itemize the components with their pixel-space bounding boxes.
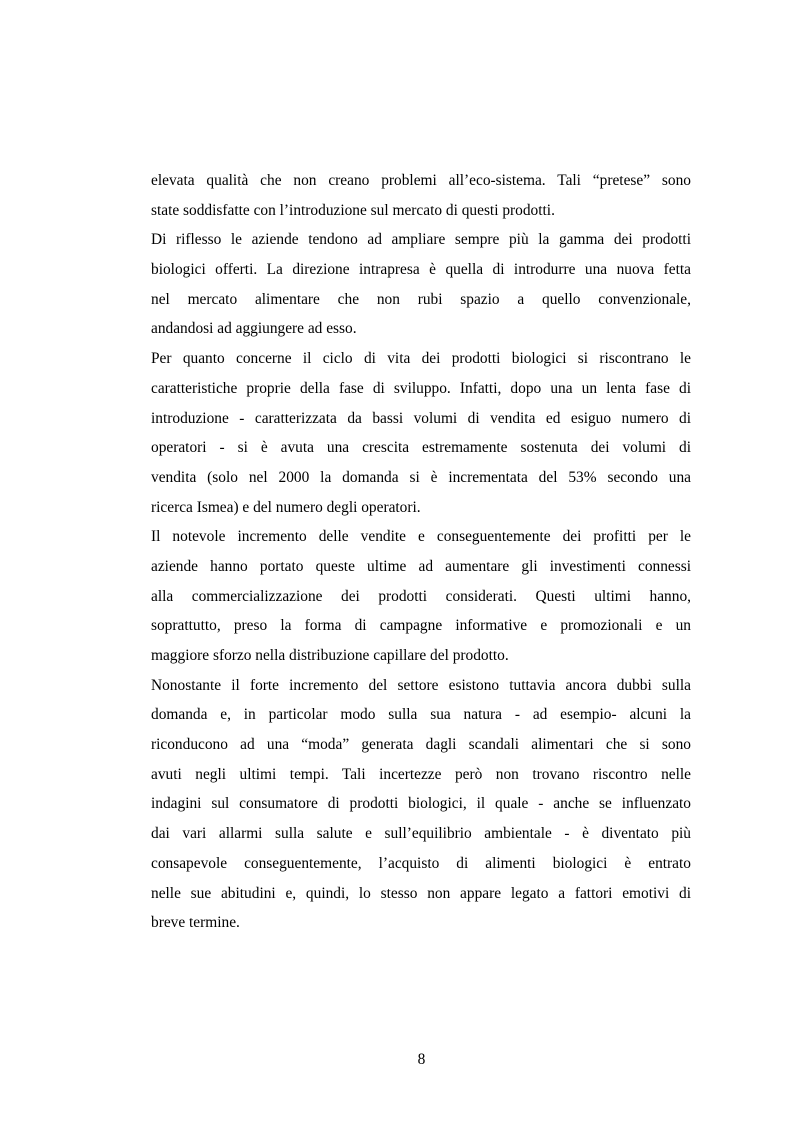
text-line: Il notevole incremento delle vendite e conseguentemente dei profitti per le — [151, 528, 691, 546]
text-line: Nonostante il forte incremento del settore esistono tuttavia ancora dubbi sulla — [151, 676, 691, 694]
text-line: nel mercato alimentare che non rubi spazio a quello convenzionale, — [151, 290, 691, 308]
text-line: avuti negli ultimi tempi. Tali incertezze però non trovano riscontro nelle — [151, 765, 691, 783]
text-line: introduzione - caratterizzata da bassi volumi di vendita ed esiguo numero di — [151, 409, 691, 427]
text-line: nelle sue abitudini e, quindi, lo stesso non appare legato a fattori emotivi di — [151, 884, 691, 902]
text-line: indagini sul consumatore di prodotti biologici, il quale - anche se influenzato — [151, 795, 691, 813]
text-line: maggiore sforzo nella distribuzione capillare del prodotto. — [151, 647, 509, 664]
text-line: domanda e, in particolar modo sulla sua natura - ad esempio- alcuni la — [151, 706, 691, 724]
text-line: biologici offerti. La direzione intrapresa è quella di introdurre una nuova fetta — [151, 261, 691, 279]
text-line: aziende hanno portato queste ultime ad aumentare gli investimenti connessi — [151, 557, 691, 575]
text-line: breve termine. — [151, 914, 240, 932]
text-line: Di riflesso le aziende tendono ad ampliare sempre più la gamma dei prodotti — [151, 231, 691, 249]
text-line: caratteristiche proprie della fase di sviluppo. Infatti, dopo una un lenta fase di — [151, 379, 691, 397]
text-line: vendita (solo nel 2000 la domanda si è incrementata del 53% secondo una — [151, 468, 691, 486]
page-number: 8 — [417, 1051, 426, 1068]
text-line: operatori - si è avuta una crescita estremamente sostenuta dei volumi di — [151, 439, 691, 457]
text-line: andandosi ad aggiungere ad esso. — [151, 320, 357, 338]
text-line: dai vari allarmi sulla salute e sull’equilibrio ambientale - è diventato più — [151, 825, 691, 843]
text-line: alla commercializzazione dei prodotti considerati. Questi ultimi hanno, — [151, 587, 691, 605]
body-text — [151, 166, 691, 938]
text-line: state soddisfatte con l’introduzione sul mercato di questi prodotti. — [151, 201, 555, 219]
text-line: Per quanto concerne il ciclo di vita dei prodotti biologici si riscontrano le — [151, 350, 691, 368]
text-line: riconducono ad una “moda” generata dagli scandali alimentari che si sono — [151, 736, 691, 754]
text-line: ricerca Ismea) e del numero degli operatori. — [151, 498, 421, 516]
text-line: consapevole conseguentemente, l’acquisto di alimenti biologici è entrato — [151, 854, 691, 872]
text-line: soprattutto, preso la forma di campagne informative e promozionali e un — [151, 617, 691, 635]
text-line: elevata qualità che non creano problemi all’eco-sistema. Tali “pretese” sono — [151, 172, 691, 189]
